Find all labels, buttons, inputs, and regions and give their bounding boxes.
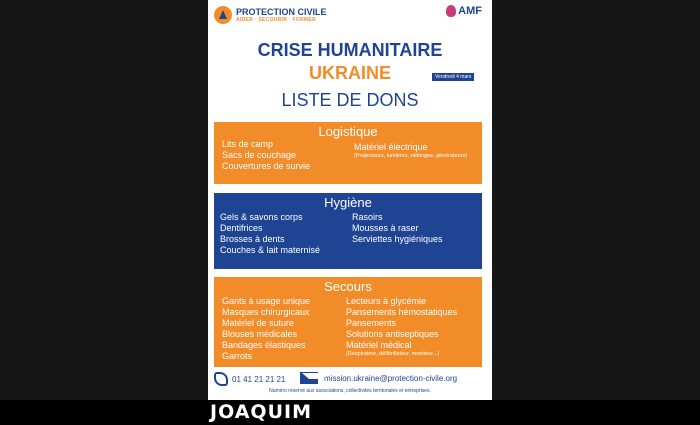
amf-mark-icon (446, 5, 456, 17)
protection-civile-emblem-icon (214, 6, 232, 24)
footer-note: Numéro réservé aux associations, collectivités territoriales et entreprises. (269, 388, 431, 394)
list-item: Blouses médicales (222, 329, 298, 339)
list-item-detail: (Respirateur, défibrillateur, moniteur...) (346, 351, 440, 357)
section-title: Hygiène (324, 195, 372, 210)
list-item: Lits de camp (222, 139, 274, 149)
section-hygiene (214, 193, 482, 269)
list-item: Garrots (222, 351, 253, 361)
phone-number[interactable]: 01 41 21 21 21 (232, 374, 286, 384)
list-item-detail: (Projecteurs, lumières, rallonges, générateurs) (354, 153, 468, 159)
footer-email[interactable] (300, 372, 457, 384)
title-line-2: UKRAINE (308, 63, 391, 83)
list-item: Mousses à raser (352, 223, 419, 233)
list-item: Rasoirs (352, 212, 383, 222)
list-item: Matériel de suture (222, 318, 295, 328)
list-item: Matériel médical (346, 340, 412, 350)
list-item: Brosses à dents (220, 234, 285, 244)
list-item: Sacs de couchage (222, 150, 297, 160)
list-item: Couvertures de survie (222, 161, 311, 171)
list-item: Lecteurs à glycémie (346, 296, 427, 306)
title-line-3: LISTE DE DONS (281, 90, 419, 110)
amf-text: AMF (458, 5, 482, 17)
phone-icon (214, 372, 228, 386)
list-item: Couches & lait maternisé (220, 245, 321, 255)
envelope-icon (300, 372, 318, 384)
bottom-overlay-bar (0, 400, 700, 425)
date-badge: Vendredi 4 mars (432, 73, 474, 81)
list-item: Masques chirurgicaux (222, 307, 310, 317)
channel-name: JOAQUIM (210, 401, 312, 423)
section-title: Logistique (318, 124, 378, 139)
donation-poster (208, 0, 492, 400)
email-address[interactable]: mission.ukraine@protection-civile.org (324, 373, 458, 383)
org-tagline: AIDER · SECOURIR · FORMER (236, 17, 316, 23)
amf-logo (446, 5, 482, 17)
footer-phone[interactable] (214, 372, 285, 386)
protection-civile-logo (214, 6, 327, 24)
section-logistique (214, 122, 482, 184)
org-name: PROTECTION CIVILE (236, 7, 327, 17)
list-item: Gels & savons corps (220, 212, 303, 222)
right-blur-panel (492, 0, 700, 400)
title-line-1: CRISE HUMANITAIRE (257, 40, 443, 60)
list-item: Solutions antiseptiques (346, 329, 439, 339)
list-item: Matériel électrique (354, 142, 428, 152)
list-item: Gants à usage unique (222, 296, 311, 306)
list-item: Pansements hémostatiques (346, 307, 458, 317)
section-secours (214, 277, 482, 367)
list-item: Bandages élastiques (222, 340, 306, 350)
list-item: Pansements (346, 318, 397, 328)
list-item: Serviettes hygiéniques (352, 234, 443, 244)
section-title: Secours (324, 279, 372, 294)
list-item: Dentifrices (220, 223, 263, 233)
left-blur-panel (0, 0, 208, 400)
